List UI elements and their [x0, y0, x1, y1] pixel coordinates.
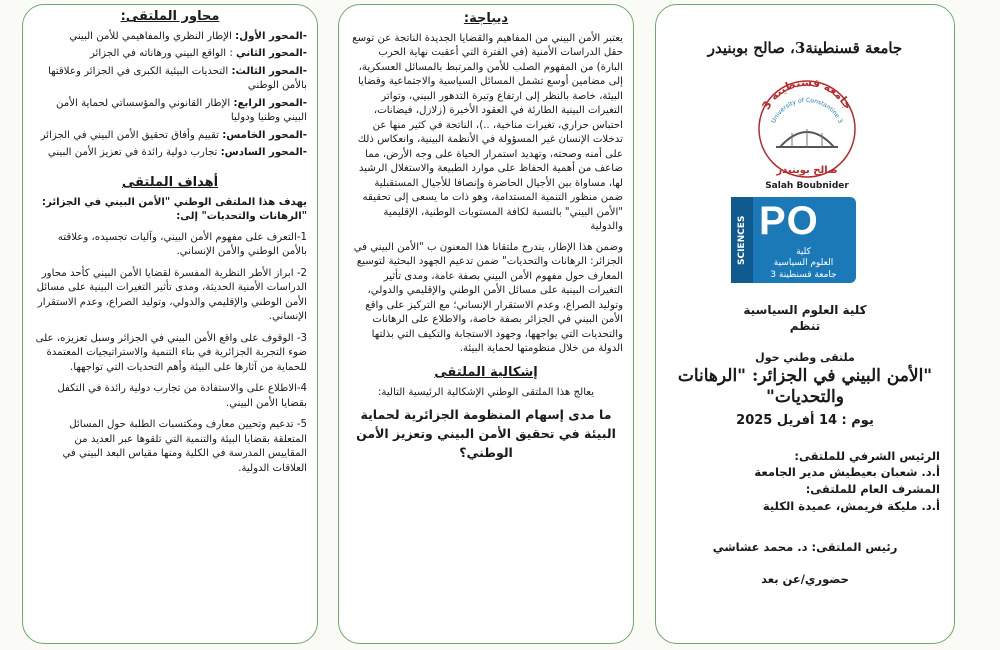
preamble-paragraph-2: وضمن هذا الإطار، يندرج ملتقانا هذا المعنون ب "الأمن البيني في الجزائر: الرهانات والتحديات" ضمن تدعيم الجهود البحثية لتوسيع المعارف حول مفهوم الأمن البيني بصفة عامة، ومدى تأثير التغيرات البينية على مسائل الأمن الوطني والإقليمي والدولي، وتوليد الصراع، وعدم الاستقرار الإنساني؛ مع التركيز على واقع الأمن البيني في الجزائر بصفة خاصة، والاطلاع على الرهانات والتحديات التي يواجهها، وجهود الاستجابة والتكيف التي بذلتها الدولة من خلال منظومتها لحماية البيئة. [353, 241, 623, 355]
panel-preamble [338, 4, 634, 644]
axes-heading: محاور الملتقى: [120, 9, 220, 24]
panel-cover [655, 4, 955, 644]
logo-english-name: Salah Boubnider [765, 181, 849, 191]
axis-label: -المحور الثالث: [231, 65, 307, 77]
axis-label: -المحور الخامس: [222, 129, 307, 141]
attendance-mode: حضوري/عن بعد [761, 572, 849, 587]
preamble-paragraph-1: يعتبر الأمن البيني من المفاهيم والقضايا الجديدة الناتجة عن توسع حقل الدراسات الأمنية (في الفترة التي أعقبت نهاية الحرب البارة) من المفهوم الصلب للأمن والمرتبط بالمسائل العسكرية، إلى مضامين أوسع تشمل المسائل السياسية والاجتماعية وقضايا البيئة، خاصة بالنظر إلى ارتفاع وتيرة التدهور البيني، وتواتر التغيرات البينية الطارئة في العقود الأخيرة (زلازل، فيضانات، احتباس حراري، تغيرات مناخية، ..)، الناتجة في كثير منها عن تدخلات الإنسان غير المسؤولة في الأنظمة البينية، وانعكاس ذلك على أمنه وصحته، وتهديد استمرار الحياة على وجه الأرض، مما ضاعف من أهمية الحفاظ على موارد الطبيعة والاستغلال الرشيد لها، مساواة بين الأجيال الحاضرة وإنصافا للأجيال المستقبلية ضمن منظور التنمية المستدامة، وهو ذات ما يسعى إلى تحقيقه "الأمن البيني" بالنسبة لكافة المستويات الوطنية، الإقليمية والدولية [352, 33, 623, 233]
goal-item: 2- ابراز الأطر النظرية المفسرة لقضايا الأمن البيني كأحد محاور الدراسات الأمنية الحديثة، ومدى تأثير التغيرات البينية على مسائل الأمن الوطني والإقليمي والدولي، وتوليد الصراع، وعدم الاستقرار الإنساني. [36, 267, 307, 323]
bridge-icon [776, 129, 838, 147]
axis-text: تقييم وأفاق تحقيق الأمن البيني في الجزائر [40, 129, 223, 141]
preamble-body [339, 32, 633, 357]
axis-text: التحديات البيئية الكبرى في الجزائر وعلاقتها بالأمن الوطني [48, 65, 307, 92]
event-date: يوم : 14 أفريل 2025 [736, 412, 874, 428]
panel-axes-goals [22, 4, 318, 644]
preamble-heading: ديباجة: [463, 11, 509, 26]
axis-label: -المحور الأول: [235, 31, 307, 42]
problem-intro: يعالج هذا الملتقى الوطني الإشكالية الرئيسية التالية: [377, 386, 595, 398]
logo-arabic-arc [759, 76, 854, 112]
faculty-logo-caption-1: كلية [796, 247, 811, 257]
axis-label: -المحور الثاني [236, 48, 307, 60]
faculty-name: كلية العلوم السياسية [743, 303, 867, 317]
problem-question: ما مدى إسهام المنظومة الجزائرية لحماية البيئة في تحقيق الأمن البيني وتعزيز الأمن الوطني؟ [356, 407, 616, 460]
goal-item: 1-التعرف على مفهوم الأمن البيني، وآليات تجسيده، وعلاقته بالأمن الوطني والأمن الإنساني. [57, 231, 307, 258]
axis-label: -المحور الرابع: [233, 97, 307, 109]
event-title: "الأمن البيني في الجزائر: "الرهانات والتحديات" [677, 366, 933, 408]
faculty-logo-caption [755, 247, 852, 281]
axis-text: : الواقع البيني ورهاناته في الجزائر [89, 48, 237, 60]
goal-item: 3- الوقوف على واقع الأمن البيني في الجزائر وسبل تعزيزه، على ضوء التجربة الجزائرية في بناء التنمية والاستراتيجيات المعتمدة للحماية من آثارها على البيئة وأهم التحديات التي تواجهها. [35, 332, 307, 373]
axis-text: تجارب دولية رائدة في تعزيز الأمن البيني [47, 147, 221, 159]
goals-list [23, 196, 317, 476]
faculty-logo-mark: PO [759, 199, 819, 243]
axes-list [23, 30, 317, 161]
goals-heading: أهداف الملتقى [121, 174, 219, 190]
organizes-label: تنظم [789, 319, 821, 333]
problem-heading: إشكالية الملتقى [434, 364, 538, 380]
faculty-logo-caption-3: جامعة قسنطينة 3 [770, 269, 837, 280]
faculty-logo-caption-2: العلوم السياسية [773, 258, 834, 269]
honorary-president-label: الرئيس الشرفي للملتقى: [794, 448, 940, 463]
goals-intro: يهدف هذا الملتقى الوطني "الأمن البيني في الجزائر: "الرهانات والتحديات" إلى: [41, 196, 307, 223]
axis-item [33, 129, 307, 143]
general-supervisor-name: أ.د. مليكة فريمش، عميدة الكلية [762, 498, 940, 513]
organizers-block [656, 448, 954, 515]
general-supervisor-label: المشرف العام للملتقى: [805, 481, 940, 496]
axis-label: -المحور السادس: [220, 147, 307, 159]
axis-text: الإطار القانوني والمؤسساتي لحماية الأمن البيني وطنيا ودوليا [56, 97, 307, 124]
axis-item [33, 97, 307, 126]
logo-arabic-name: صالح بوبنيدر [776, 165, 838, 176]
faculty-logo-side-text: SCIENCES [731, 197, 753, 283]
axis-text: الإطار النظري والمفاهيمي للأمن البيني [69, 31, 236, 42]
axis-item [33, 65, 307, 94]
event-chair: رئيس الملتقى: د. محمد عشاشي [712, 540, 898, 555]
university-name: جامعة قسنطينة3، صالح بوبنيدر [707, 39, 903, 57]
goal-item: 4-الاطلاع على والاستفادة من تجارب دولية رائدة في التكفل بقضايا الأمن البيني. [57, 383, 307, 409]
event-type: ملتقى وطني حول [755, 351, 855, 364]
axis-item [33, 146, 307, 160]
honorary-president-name: أ.د. شعبان بعيطيش مدير الجامعة [754, 465, 940, 480]
axis-item [33, 47, 307, 61]
logo-english-arc-text: University of Constantine 3 [770, 96, 844, 125]
axis-item [33, 30, 307, 44]
university-logo [752, 67, 862, 192]
logo-arabic-arc-text: جامعة قسنطينة 3 [759, 75, 855, 112]
cover-body [656, 303, 954, 586]
goal-item: 5- تدعيم وتحيين معارف ومكتسبات الطلبة حول المسائل المتعلقة بقضايا البيئة والتنمية التي تلقوها عبر العديد من المقاييس المدرسة في الكلية ومنها مقياس البعد البيني في العلاقات الدولية. [62, 419, 307, 474]
logo-english-arc [770, 97, 844, 125]
faculty-logo [731, 197, 856, 283]
